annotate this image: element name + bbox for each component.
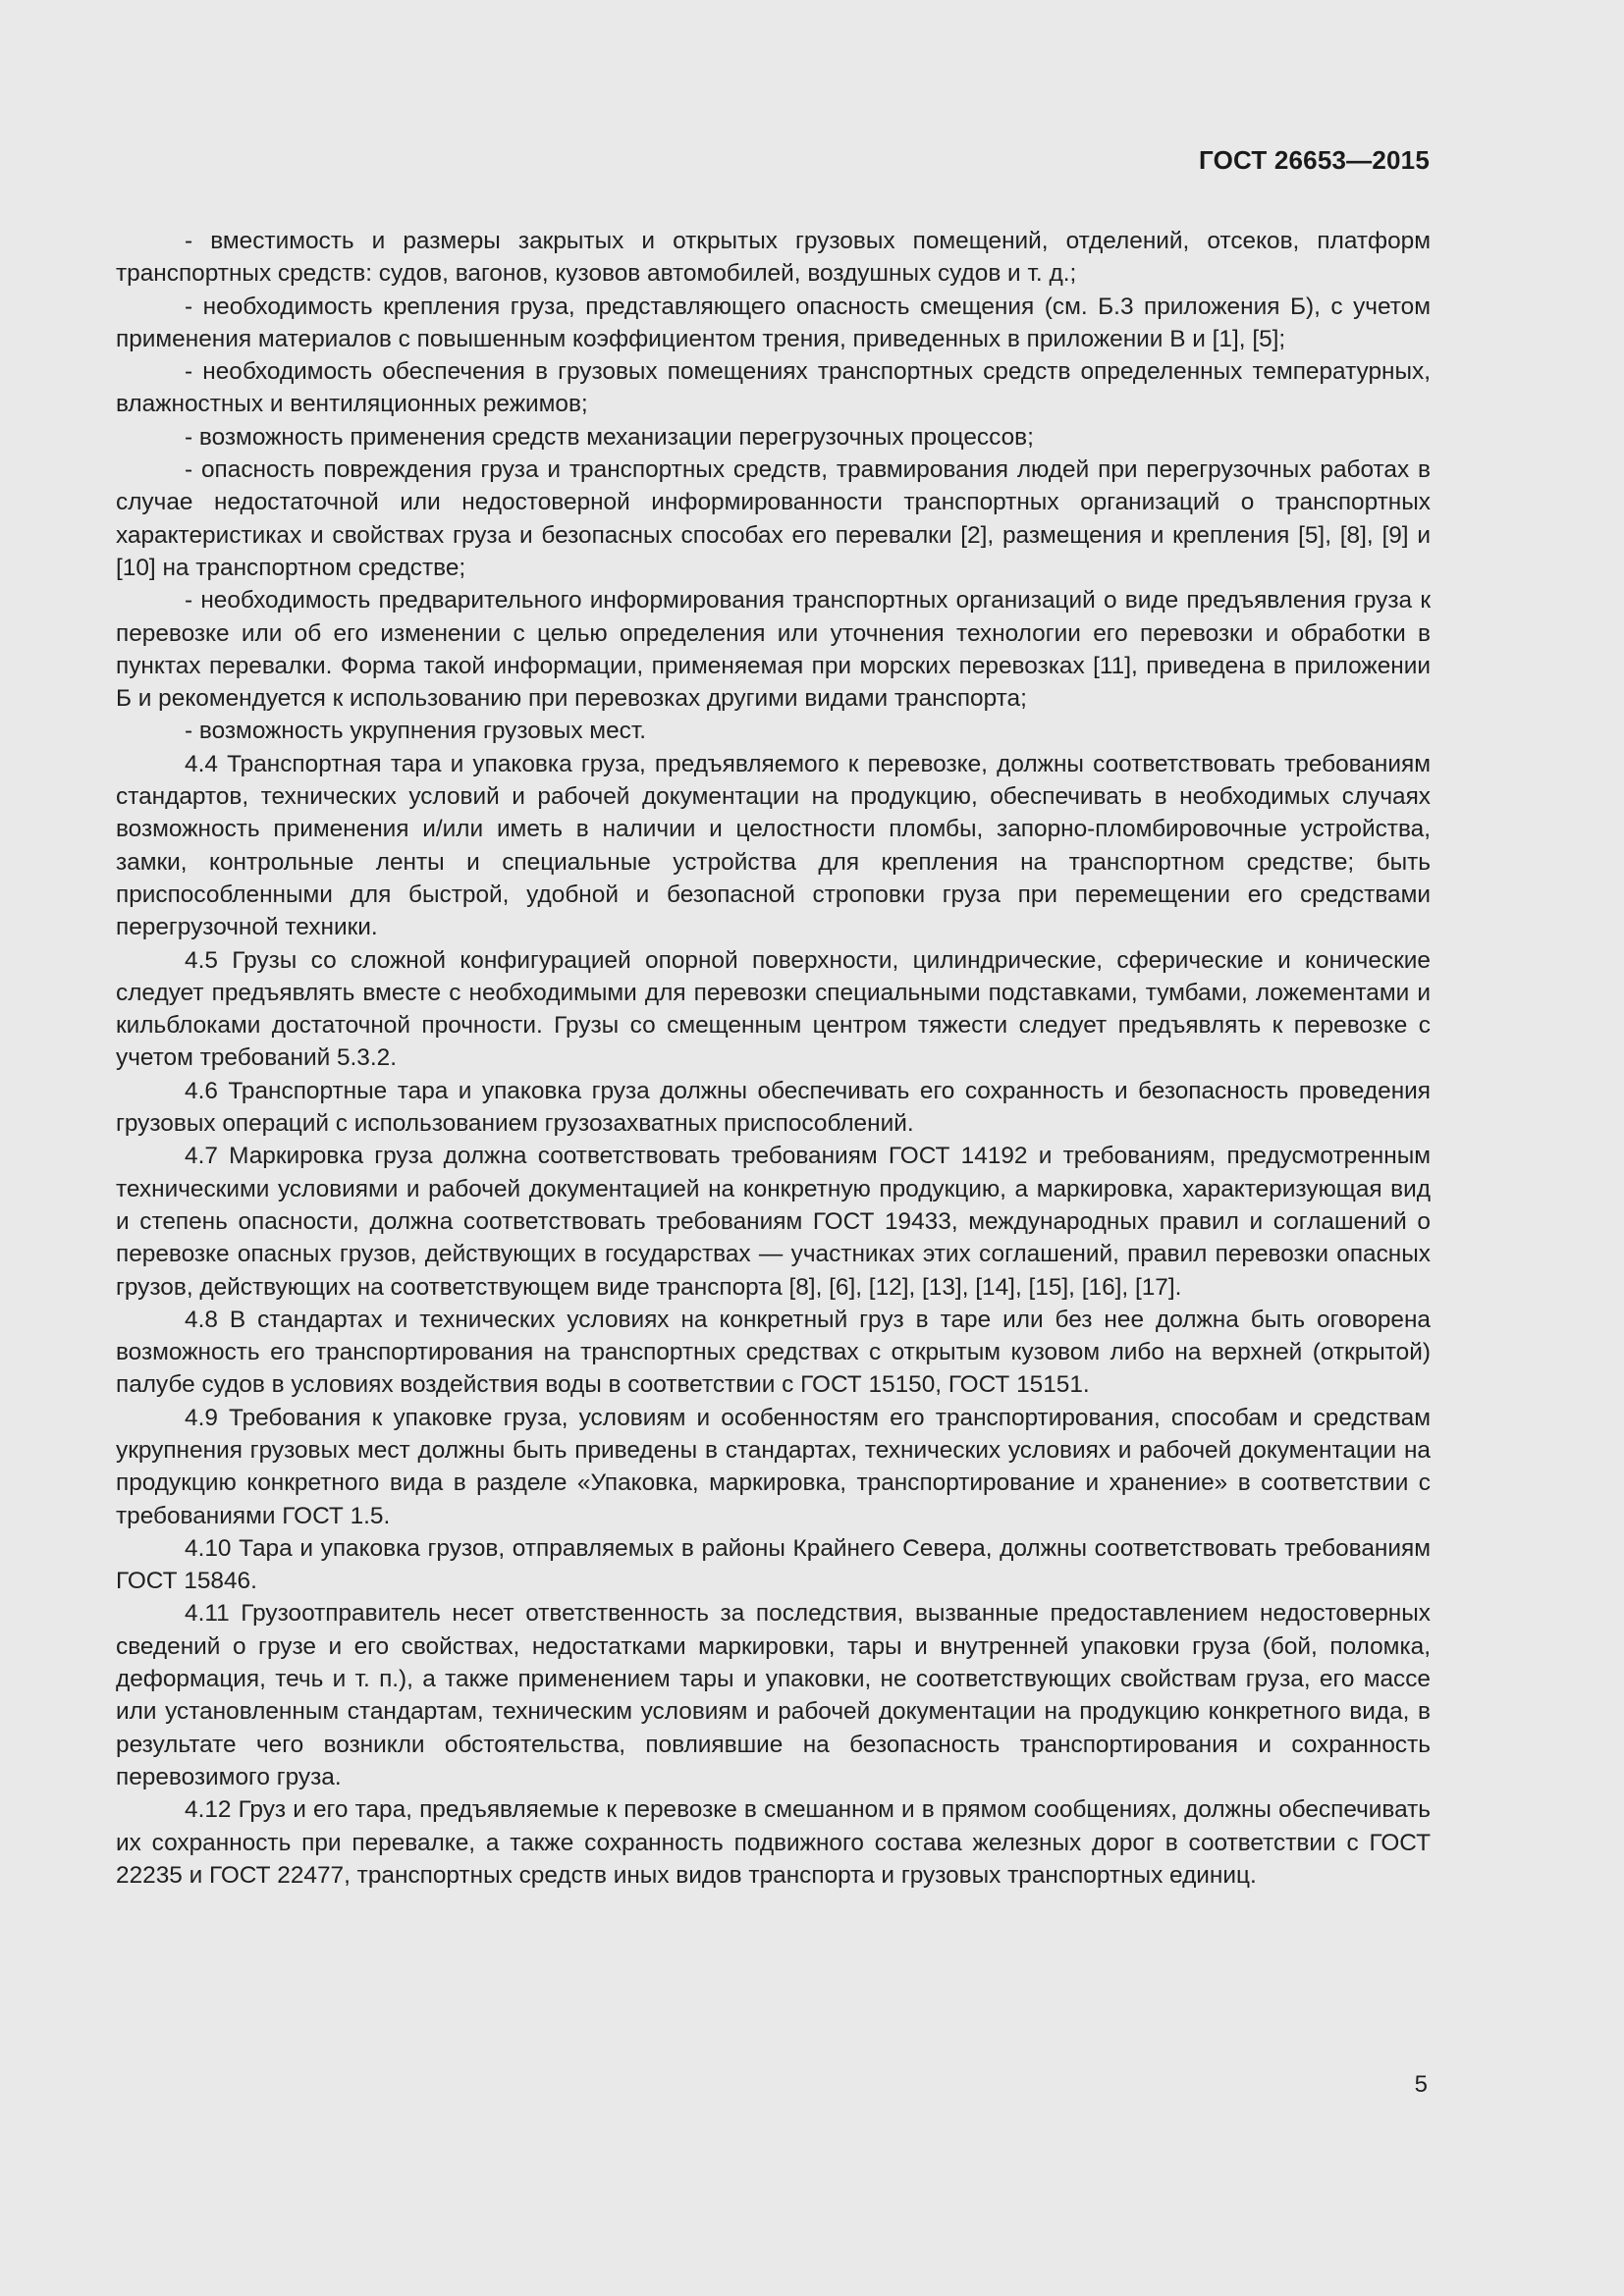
clause-4-5: 4.5 Грузы со сложной конфигурацией опорной поверхности, цилиндрические, сферические и конические следует предъявлять вместе с необходимыми для перевозки специальными подставками, тумбами, ложементами и кильблоками достаточной прочности. Грузы со смещенным центром тяжести следует предъявлять к перевозке с учетом требований 5.3.2. xyxy=(116,946,1431,1072)
clause-4-11: 4.11 Грузоотправитель несет ответственность за последствия, вызванные предоставлением недостоверных сведений о грузе и его свойствах, недостатками маркировки, тары и внутренней упаковки груза (бой, поломка, деформация, течь и т. п.), а также применением тары и упаковки, не соответствующих свойствам груза, его массе или установленным стандартам, техническим условиям и рабочей документации на продукцию конкретного вида, в результате чего возникли обстоятельства, повлиявшие на безопасность транспортирования и сохранность перевозимого груза. xyxy=(116,1600,1431,1790)
list-item: - вместимость и размеры закрытых и открытых грузовых помещений, отделений, отсеков, платформ транспортных средств: судов, вагонов, кузовов автомобилей, воздушных судов и т. д.; xyxy=(116,228,1431,288)
list-item: - возможность применения средств механизации перегрузочных процессов; xyxy=(185,423,1034,451)
clause-4-8: 4.8 В стандартах и технических условиях на конкретный груз в таре или без нее должна быть оговорена возможность его транспортирования на транспортных средствах с открытым кузовом либо на верхней (открытой) палубе судов в условиях воздействия воды в соответствии с ГОСТ 15150, ГОСТ 15151. xyxy=(116,1306,1431,1399)
list-item: - возможность укрупнения грузовых мест. xyxy=(185,718,647,745)
page-number: 5 xyxy=(1414,2071,1428,2098)
list-item: - опасность повреждения груза и транспортных средств, травмирования людей при перегрузочных работах в случае недостаточной или недостоверной информированности транспортных организаций о транспортных характеристиках и свойствах груза и безопасных способах его перевалки [2], размещения и крепления [5], [8], [9] и [10] на транспортном средстве; xyxy=(116,456,1431,581)
clause-4-9: 4.9 Требования к упаковке груза, условиям и особенностям его транспортирования, способам и средствам укрупнения грузовых мест должны быть приведены в стандартах, технических условиях и рабочей документации на продукцию конкретного вида в разделе «Упаковка, маркировка, транспортирование и хранение» в соответствии с требованиями ГОСТ 1.5. xyxy=(116,1404,1431,1529)
document-body xyxy=(116,225,1431,1892)
clause-4-7: 4.7 Маркировка груза должна соответствовать требованиям ГОСТ 14192 и требованиям, предусмотренным техническими условиями и рабочей документацией на конкретную продукцию, а маркировка, характеризующая вид и степень опасности, должна соответствовать требованиям ГОСТ 19433, международных правил и соглашений о перевозке опасных грузов, действующих в государствах — участниках этих соглашений, правил перевозки опасных грузов, действующих на соответствующем виде транспорта [8], [6], [12], [13], [14], [15], [16], [17]. xyxy=(116,1143,1431,1301)
clause-4-4: 4.4 Транспортная тара и упаковка груза, предъявляемого к перевозке, должны соответствовать требованиям стандартов, технических условий и рабочей документации на продукцию, обеспечивать в необходимых случаях возможность применения и/или иметь в наличии и целостности пломбы, запорно-пломбировочные устройства, замки, контрольные ленты и специальные устройства для крепления на транспортном средстве; быть приспособленными для быстрой, удобной и безопасной строповки груза при перемещении его средствами перегрузочной техники. xyxy=(116,750,1431,941)
list-item: - необходимость предварительного информирования транспортных организаций о виде предъявления груза к перевозке или об его изменении с целью определения или уточнения технологии его перевозки и обработки в пунктах перевалки. Форма такой информации, применяемая при морских перевозках [11], приведена в приложении Б и рекомендуется к использованию при перевозках другими видами транспорта; xyxy=(116,587,1431,713)
clause-4-6: 4.6 Транспортные тара и упаковка груза должны обеспечивать его сохранность и безопасность проведения грузовых операций с использованием грузозахватных приспособлений. xyxy=(116,1077,1431,1138)
clause-4-10: 4.10 Тара и упаковка грузов, отправляемых в районы Крайнего Севера, должны соответствовать требованиям ГОСТ 15846. xyxy=(116,1534,1431,1595)
clause-4-12: 4.12 Груз и его тара, предъявляемые к перевозке в смешанном и в прямом сообщениях, должны обеспечивать их сохранность при перевалке, а также сохранность подвижного состава железных дорог в соответствии с ГОСТ 22235 и ГОСТ 22477, транспортных средств иных видов транспорта и грузовых транспортных единиц. xyxy=(116,1796,1431,1889)
list-item: - необходимость обеспечения в грузовых помещениях транспортных средств определенных температурных, влажностных и вентиляционных режимов; xyxy=(116,358,1431,418)
document-header: ГОСТ 26653—2015 xyxy=(1199,145,1430,175)
list-item: - необходимость крепления груза, представляющего опасность смещения (см. Б.3 приложения Б), с учетом применения материалов с повышенным коэффициентом трения, приведенных в приложении В и [1], [5]; xyxy=(116,293,1431,352)
